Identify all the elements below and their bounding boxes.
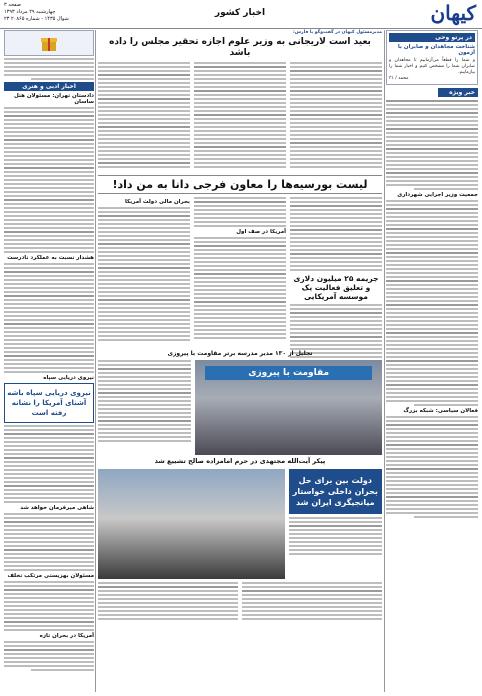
text-column	[290, 197, 382, 347]
left-box-title: اخبار ادبی و هنری	[4, 82, 94, 91]
text-column	[290, 62, 382, 172]
subheading-2: بحران مالی دولت آمریکا	[124, 198, 190, 205]
quran-title: شناخت مجاهدان و صابران با آزمون	[397, 44, 475, 56]
subheading-1: آمریکا در صف اول	[236, 228, 286, 235]
headline-3: جریمه ۲۵ میلیون دلاری و تعلیق فعالیت یک موسسه آمریکایی	[293, 273, 379, 301]
quran-badge: در پرتو وحی	[389, 33, 475, 42]
right-headline-2: جمعیت وزیر اجرایی شهرداری	[397, 192, 478, 198]
left-headline-5: مسئولان بهزیستی مرتکب تخلف	[7, 573, 94, 579]
text-column	[242, 582, 382, 622]
quran-box	[386, 30, 478, 85]
left-headline-3: نیروی دریایی سپاه	[43, 375, 94, 381]
special-news-badge: خبر ویژه	[438, 88, 478, 97]
page-number: صفحه ۳	[4, 2, 21, 8]
text-column	[98, 197, 190, 347]
right-body-3	[386, 416, 478, 518]
text-column	[98, 360, 191, 455]
text-column	[289, 469, 382, 579]
section-title: اخبار کشور	[214, 8, 266, 18]
top-text-columns	[98, 62, 382, 172]
bottom-headline: پیکر آیت‌الله مجتهدی در حرم امامزاده صالح تشییع شد	[154, 456, 326, 465]
middle-section	[98, 197, 382, 347]
right-body-2	[386, 200, 478, 406]
conference-photo	[195, 360, 382, 455]
newspaper-logo: کیهان	[430, 1, 476, 25]
main-area	[98, 30, 382, 692]
headline-2: لیست بورسیه‌ها را معاون فرجی دانا به من داد!	[98, 175, 382, 194]
issue-number: ۲۳ شوال ۱۴۳۵ - شماره ۲۰۸۶۵	[4, 16, 69, 22]
right-body-1	[386, 100, 478, 190]
right-column	[386, 30, 478, 692]
blue-callout: دولت بین برای حل بحران داخلی خواستار میانجیگری ایران شد	[289, 469, 382, 514]
left-column	[4, 30, 94, 692]
left-callout: نیروی دریایی سپاه باشه آشنای آمریکا را نشانه رفته است	[4, 383, 94, 423]
text-column	[98, 582, 238, 622]
gift-icon	[4, 30, 94, 56]
photo-caption: تجلیل از ۱۳۰ مدیر مدرسه برتر مقاومت با پیروزی	[167, 349, 313, 357]
masthead	[0, 0, 482, 29]
text-column	[98, 62, 190, 172]
page-info	[4, 2, 94, 23]
bottom-row	[98, 469, 382, 579]
quran-ref: محمد / ۳۱	[389, 76, 409, 81]
issue-date: چهارشنبه ۲۹ مرداد ۱۳۹۳	[4, 9, 56, 15]
right-headline-3: فعالان سیاسی: شبکه بزرگ	[403, 408, 478, 414]
quran-text: و شما را قطعاً می‌آزماییم تا مجاهدان و صابران شما را مشخص کنیم و اخبار شما را بیازماییم.	[389, 58, 475, 75]
photo-row	[98, 360, 382, 455]
headline-1: بعید است لاریجانی به وزیر علوم اجازه تحقیر مجلس را داده باشد	[109, 37, 371, 58]
funeral-photo	[98, 469, 285, 579]
text-column	[194, 197, 286, 347]
column-rule	[384, 30, 385, 692]
bottom-text	[98, 582, 382, 622]
text-column	[194, 62, 286, 172]
kicker: مدیرمسئول کیهان در گفت‌وگو با فارس:	[293, 30, 382, 35]
photo-banner: مقاومت با پیروزی	[205, 366, 372, 380]
column-rule	[95, 30, 96, 692]
left-headline-6: آمریکا در بحران تازه	[39, 633, 94, 639]
left-headline-4: شاهی میرفرمان خواهد شد	[20, 505, 94, 511]
left-headline-2: هشدار نسبت به عملکرد نادرست	[7, 255, 94, 261]
left-headline-1: دادستان تهران: مسئولان هتل ساسان	[13, 93, 94, 105]
